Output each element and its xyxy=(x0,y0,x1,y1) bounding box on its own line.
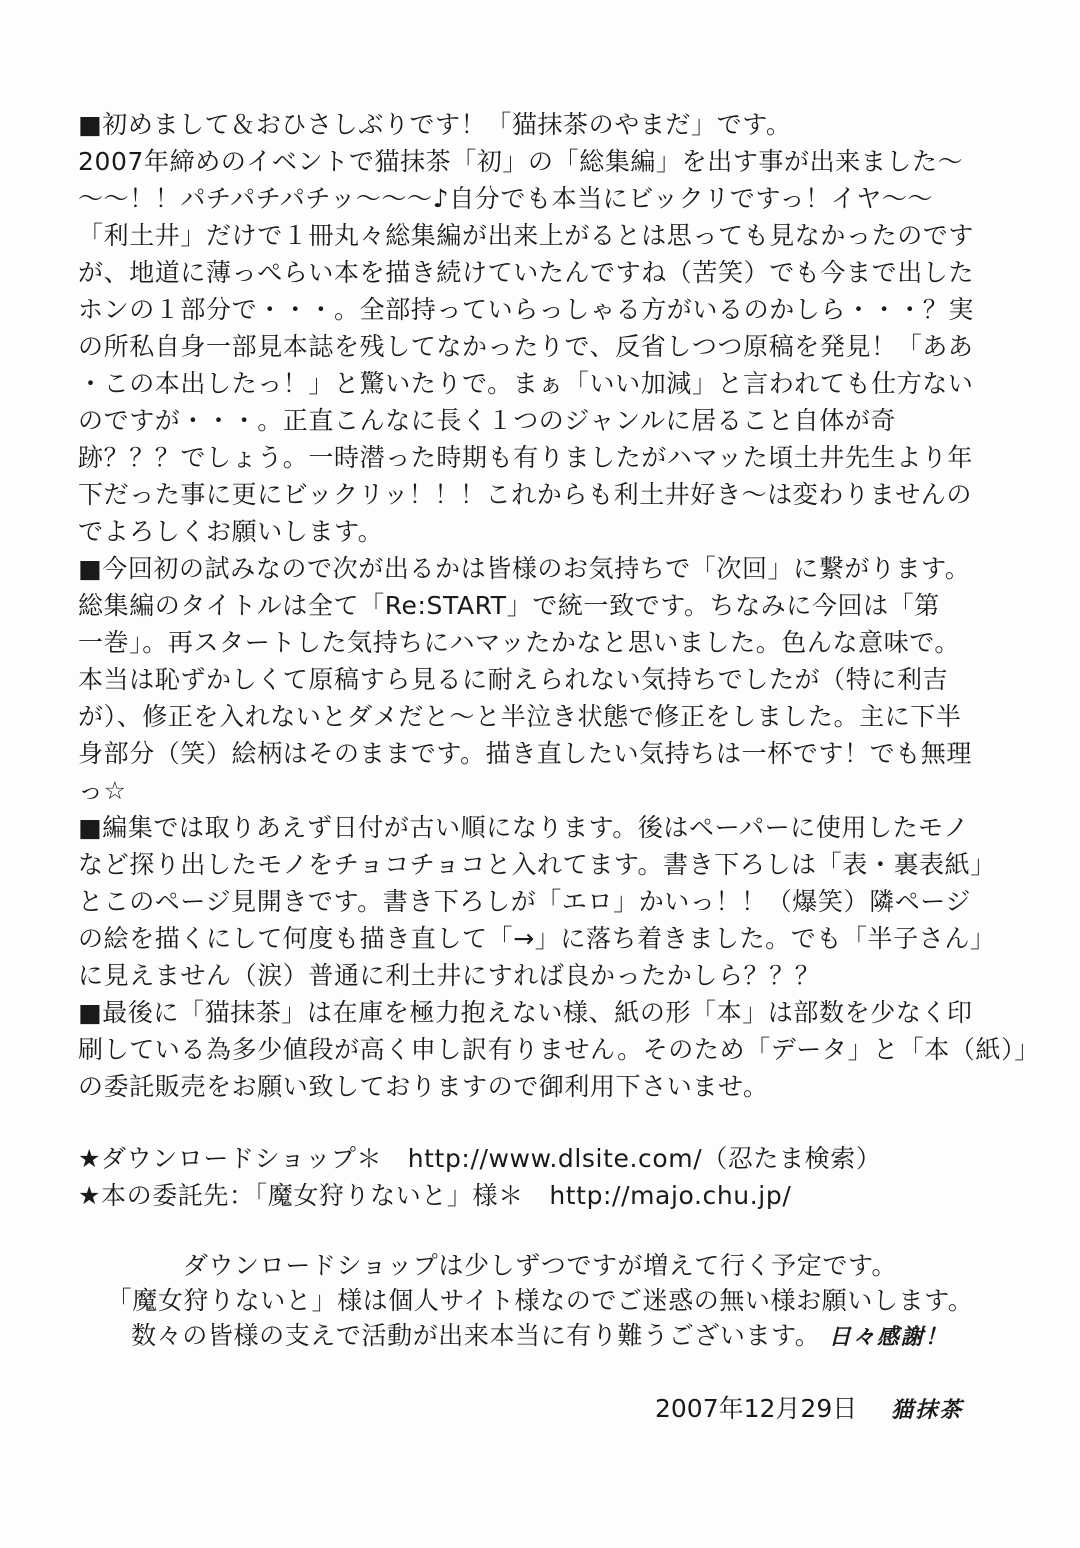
text-line: っ☆ xyxy=(78,776,127,805)
text-line: とこのページ見開きです。書き下ろしが「エロ」かいっ！！（爆笑）隣ページ xyxy=(78,887,972,916)
text-line: 「利土井」だけで１冊丸々総集編が出来上がるとは思っても見なかったのです xyxy=(78,221,975,250)
note-line: ダウンロードショップは少しずつですが増えて行く予定です。 xyxy=(182,1251,898,1280)
text-line: 下だった事に更にビックリッ！！！これからも利土井好き～は変わりませんの xyxy=(78,480,973,509)
text-line: 本当は恥ずかしくて原稿すら見るに耐えられない気持ちでしたが（特に利吉 xyxy=(78,665,949,694)
download-shop-link: ★ダウンロードショップ＊ http://www.dlsite.com/（忍たま検索） xyxy=(78,1144,882,1173)
text-line: ～～！！パチパチパチッ～～～♪自分でも本当にビックリですっ！イヤ～～ xyxy=(78,184,934,213)
text-line: ■初めまして＆おひさしぶりです！「猫抹茶のやまだ」です。 xyxy=(78,110,792,139)
signature-circle-name: 猫抹茶 xyxy=(891,1397,964,1423)
note-line xyxy=(0,1318,1080,1353)
text-line: など探り出したモノをチョコチョコと入れてます。書き下ろしは「表・裏表紙」 xyxy=(78,850,996,879)
text-line: が）、修正を入れないとダメだと～と半泣き状態で修正をしました。主に下半 xyxy=(78,702,962,731)
text-line: ■編集では取りあえず日付が古い順になります。後はペーパーに使用したモノ xyxy=(78,813,970,842)
signature-date: 2007年12月29日 xyxy=(655,1394,858,1423)
text-line: 跡？？？でしょう。一時潜った時期も有りましたがハマッた頃土井先生より年 xyxy=(78,443,974,472)
closing-notes xyxy=(0,1248,1080,1353)
text-line: の所私自身一部見本誌を残してなかったりで、反省しつつ原稿を発見！「ああ xyxy=(78,332,974,361)
note-line: 「魔女狩りないと」様は個人サイト様なのでご迷惑の無い様お願いします。 xyxy=(106,1286,974,1315)
note-text: 数々の皆様の支えで活動が出来本当に有り難うございます。 xyxy=(131,1321,821,1350)
consignment-shop-link: ★本の委託先：「魔女狩りないと」様＊ http://majo.chu.jp/ xyxy=(78,1181,792,1210)
text-line: ホンの１部分で・・・。全部持っていらっしゃる方がいるのかしら・・・？実 xyxy=(78,295,975,324)
thanks-handwritten: 日々感謝！ xyxy=(828,1324,949,1350)
signature xyxy=(655,1390,1015,1429)
text-line: 一巻」。再スタートした気持ちにハマッたかなと思いました。色んな意味で。 xyxy=(78,628,961,657)
text-line: 刷している為多少値段が高く申し訳有りません。そのため「データ」と「本（紙）」 xyxy=(78,1035,1040,1064)
text-line: 総集編のタイトルは全て「Re:START」で統一致です。ちなみに今回は「第 xyxy=(78,591,940,620)
text-line: が、地道に薄っぺらい本を描き続けていたんですね（苦笑）でも今まで出した xyxy=(78,258,975,287)
afterword-body xyxy=(78,106,1040,1105)
text-line: ■最後に「猫抹茶」は在庫を極力抱えない様、紙の形「本」は部数を少なく印 xyxy=(78,998,973,1027)
shop-links xyxy=(78,1140,1008,1214)
text-line: ■今回初の試みなので次が出るかは皆様のお気持ちで「次回」に繋がります。 xyxy=(78,554,971,583)
text-line: 2007年締めのイベントで猫抹茶「初」の「総集編」を出す事が出来ました～ xyxy=(78,147,964,176)
text-line: 身部分（笑）絵柄はそのままです。描き直したい気持ちは一杯です！でも無理 xyxy=(78,739,973,768)
text-line: に見えません（涙）普通に利土井にすれば良かったかしら？？？ xyxy=(78,961,821,990)
text-line: ・この本出したっ！」と驚いたりで。まぁ「いい加減」と言われても仕方ない xyxy=(78,369,974,398)
text-line: のですが・・・。正直こんなに長く１つのジャンルに居ること自体が奇 xyxy=(78,406,897,435)
text-line: の委託販売をお願い致しておりますので御利用下さいませ。 xyxy=(78,1072,769,1101)
text-line: でよろしくお願いします。 xyxy=(78,517,384,546)
text-line: の絵を描くにして何度も描き直して「→」に落ち着きました。でも「半子さん」 xyxy=(78,924,996,953)
